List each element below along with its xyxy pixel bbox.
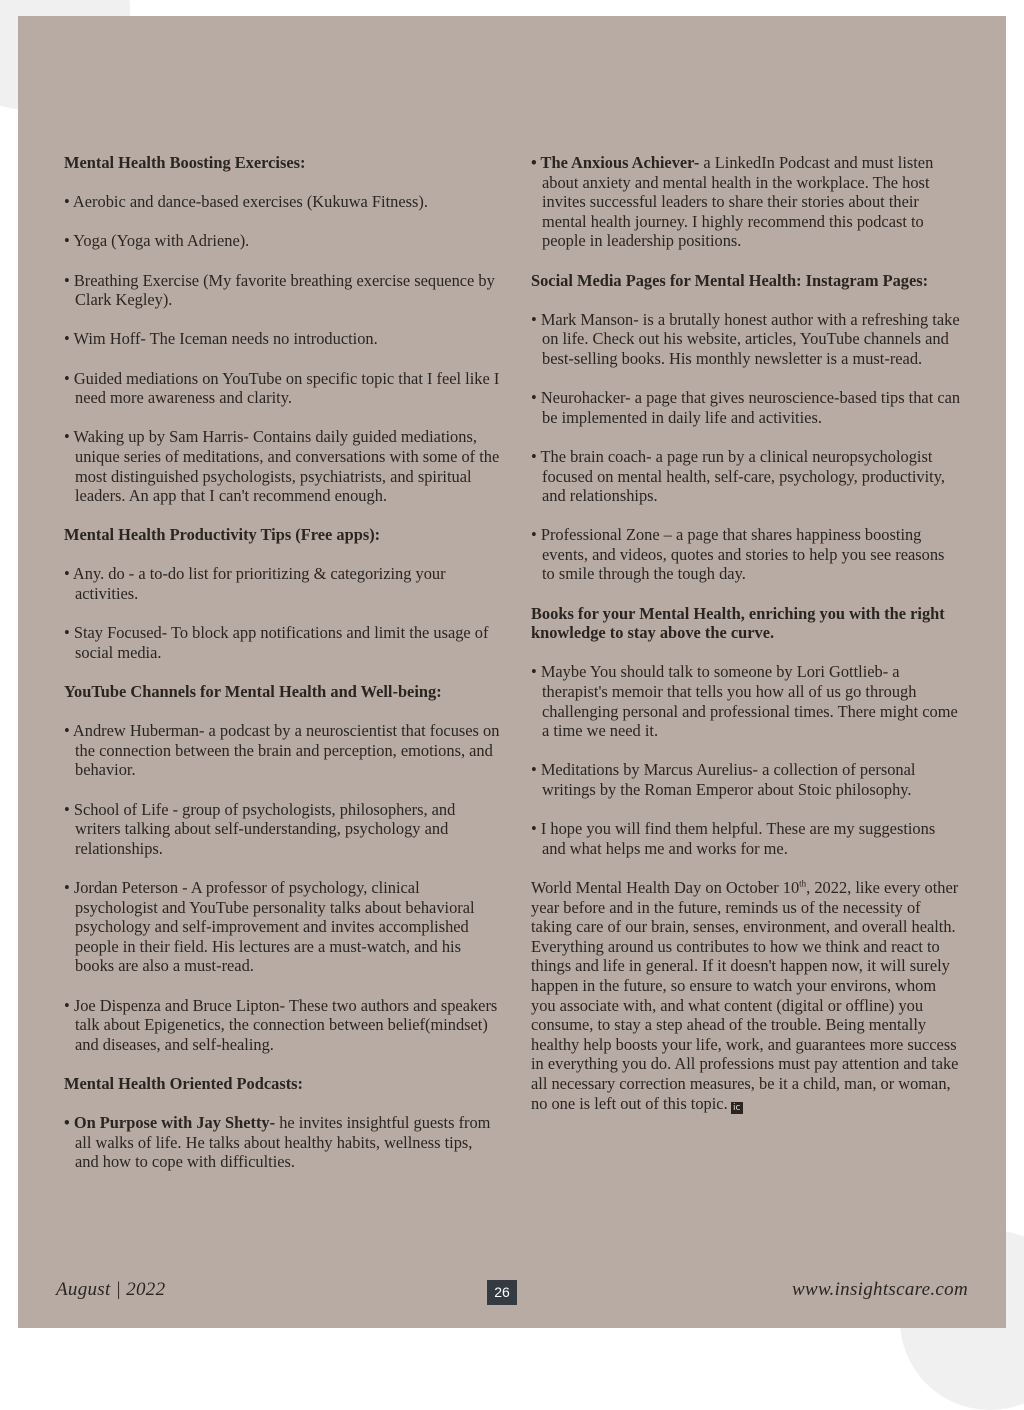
list-item: • Meditations by Marcus Aurelius- a collection of personal writings by the Roman Emperor about Stoic philosophy. — [531, 760, 916, 799]
section-heading-social-media: Social Media Pages for Mental Health: Instagram Pages: — [531, 270, 929, 290]
list-item: • Professional Zone – a page that shares happiness boosting events, and videos, quotes and stories to help you see reasons to smile through the tough day. — [531, 525, 945, 584]
closing-paragraph — [531, 878, 961, 1114]
page-number-badge: 26 — [487, 1280, 517, 1305]
podcast-name: • The Anxious Achiever- — [531, 153, 700, 172]
list-item: • Andrew Huberman- a podcast by a neuroscientist that focuses on the connection between the brain and perception, emotions, and behavior. — [64, 721, 500, 780]
list-item-podcast — [64, 1113, 500, 1172]
list-item: • School of Life - group of psychologists, philosophers, and writers talking about self-understanding, psychology and relationships. — [64, 799, 456, 858]
list-item: • Yoga (Yoga with Adriene). — [64, 231, 250, 251]
list-item: • Jordan Peterson - A professor of psychology, clinical psychologist and YouTube personality talks about behavioral psychology and self-improvement and invites accomplished people in their field. His lectures are a must-watch, and his books are also a must-read. — [64, 877, 475, 976]
section-heading-books: Books for your Mental Health, enriching you with the right knowledge to stay above the curve. — [531, 603, 945, 643]
list-item: • Guided mediations on YouTube on specific topic that I feel like I need more awareness and clarity. — [64, 368, 500, 408]
left-column — [64, 153, 500, 1191]
list-item: • Mark Manson- is a brutally honest author with a refreshing take on life. Check out his website, articles, YouTube channels and best-selling books. His monthly newsletter is a must-read. — [531, 309, 960, 368]
list-item: • I hope you will find them helpful. These are my suggestions and what helps me and works for me. — [531, 819, 936, 858]
list-item: • Wim Hoff- The Iceman needs no introduction. — [64, 329, 378, 349]
list-item: • The brain coach- a page run by a clinical neuropsychologist focused on mental health, self-care, psychology, productivity, and relationships. — [531, 446, 945, 506]
website-url[interactable]: www.insightscare.com — [792, 1279, 968, 1300]
closing-text-start: World Mental Health Day on October 10 — [531, 877, 800, 897]
list-item: • Any. do - a to-do list for prioritizing & categorizing your activities. — [64, 564, 446, 604]
list-item: • Joe Dispenza and Bruce Lipton- These two authors and speakers talk about Epigenetics, the connection between belief(mindset) and diseases, and self-healing. — [64, 995, 498, 1054]
closing-text-end: , 2022, like every other year before and in the future, reminds us of the necessity of taking care of our brain, senses, environment, and overall health. Everything around us contributes to how we think and react to things and life in general. If it doesn't happen now, it will surely happen in the future, so ensure to watch your environs, whom you associate with, and what content (digital or offline) you consume, to stay a step ahead of the trouble. Being mentally healthy help boosts your life, work, and guarantees more success in everything you do. All professions must pay attention and take all necessary correction measures, be it a child, man, or woman, no one is left out of this topic. — [531, 877, 959, 1113]
section-heading-youtube: YouTube Channels for Mental Health and Well-being: — [64, 682, 442, 702]
list-item: • Neurohacker- a page that gives neuroscience-based tips that can be implemented in daily life and activities. — [531, 388, 961, 427]
list-item: • Maybe You should talk to someone by Lori Gottlieb- a therapist's memoir that tells you how all of us go through challenging personal and professional times. There might come a time we need it. — [531, 662, 958, 741]
ordinal-suffix: th — [799, 878, 807, 889]
podcast-description: he invites insightful guests from all walks of life. He talks about healthy habits, wellness tips, and how to cope with difficulties. — [75, 1113, 491, 1172]
section-heading-podcasts: Mental Health Oriented Podcasts: — [64, 1073, 303, 1093]
end-of-article-icon: ic — [731, 1102, 743, 1114]
list-item-podcast — [531, 153, 961, 251]
right-column — [531, 153, 961, 1114]
issue-date: August | 2022 — [56, 1279, 166, 1300]
list-item: • Stay Focused- To block app notifications and limit the usage of social media. — [64, 623, 489, 662]
podcast-name: • On Purpose with Jay Shetty- — [64, 1113, 276, 1133]
podcast-description: a LinkedIn Podcast and must listen about anxiety and mental health in the workplace. The host invites successful leaders to share their stories about their mental health journey. I highly recommend this podcast to people in leadership positions. — [542, 153, 934, 251]
list-item: • Breathing Exercise (My favorite breathing exercise sequence by Clark Kegley). — [64, 270, 495, 310]
section-heading-productivity: Mental Health Productivity Tips (Free apps): — [64, 525, 381, 545]
section-heading-exercises: Mental Health Boosting Exercises: — [64, 153, 306, 172]
list-item: • Waking up by Sam Harris- Contains daily guided mediations, unique series of meditations, and conversations with some of the most distinguished psychologists, psychiatrists, and spiritual leaders. An app that I can't recommend enough. — [64, 427, 500, 506]
list-item: • Aerobic and dance-based exercises (Kukuwa Fitness). — [64, 192, 428, 212]
